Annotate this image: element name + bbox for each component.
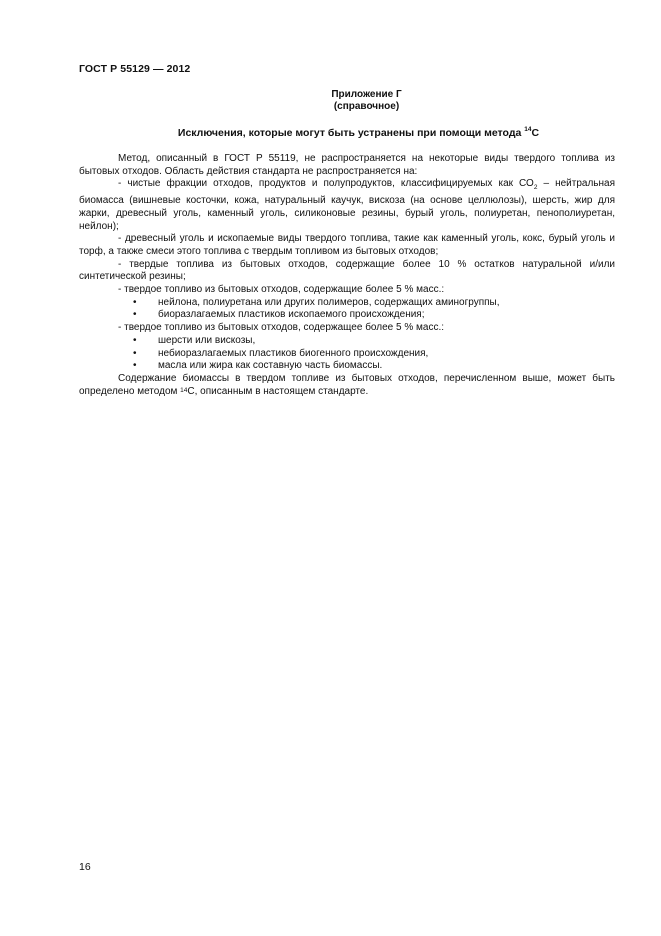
bullet-icon: • [133,296,137,308]
section-title [0,127,661,139]
list-item [79,360,615,373]
list-item [79,309,615,322]
exclusion-item-1 [79,178,615,233]
section-title-suffix: С [531,127,540,139]
closing-paragraph-sup: 14 [180,386,188,394]
document-header: ГОСТ Р 55129 — 2012 [79,63,191,75]
exclusion-item-1-b: – нейтральная биомасса (вишневые косточки, кожа, натуральный каучук, вискоза (на основе целлюлозы), шерсть, жир для жарки, древесный уголь, каменный уголь, силиконовые резины, бурый уголь, полиуретан, пенополиуретан, нейлон); [79,178,615,232]
exclusion-item-5: - твердое топливо из бытовых отходов, содержащее более 5 % масс.: [118,322,445,334]
exclusion-item-4: - твердое топливо из бытовых отходов, содержащие более 5 % масс.: [118,284,445,296]
page-number: 16 [79,861,91,873]
section-title-text: Исключения, которые могут быть устранены при помощи метода [177,127,525,139]
bullet-icon: • [133,360,137,372]
list-item-text: масла или жира как составную часть биомассы. [158,360,383,372]
bullet-icon: • [133,347,137,359]
closing-paragraph [79,373,615,398]
appendix-subtitle: (справочное) [333,101,400,112]
bullet-list-2 [79,335,615,373]
exclusion-item-1-a: - чистые фракции отходов, продуктов и полупродуктов, классифицируемых как СО [118,178,534,190]
list-item [79,297,615,310]
list-item-text: нейлона, полиуретана или других полимеров, содержащих аминогруппы, [158,296,500,308]
list-item-text: небиоразлагаемых пластиков биогенного происхождения, [158,347,429,359]
list-item [79,348,615,361]
exclusion-item-1-sub: 2 [533,184,538,192]
exclusion-item-3: - твердые топлива из бытовых отходов, содержащие более 10 % остатков натуральной и/или синтетической резины; [79,258,615,283]
bullet-icon: • [133,309,137,321]
section-title-sup: 14 [524,126,532,133]
document-body [79,153,615,398]
exclusion-item-2: - древесный уголь и ископаемые виды твердого топлива, такие как каменный уголь, кокс, бурый уголь и торф, а также смеси этого топлива с твердым топливом из бытовых отходов; [79,233,615,257]
bullet-icon: • [133,334,137,346]
list-item-text: биоразлагаемых пластиков ископаемого происхождения; [158,309,425,321]
list-item-text: шерсти или вискозы, [158,334,256,346]
list-item [79,335,615,348]
closing-paragraph-a: Содержание биомассы в твердом топливе из бытовых отходов, перечисленном выше, может быть определено методом [79,372,615,397]
intro-paragraph: Метод, описанный в ГОСТ Р 55119, не распространяется на некоторые виды твердого топлива из бытовых отходов. Область действия стандарта не распространяется на: [79,153,615,177]
bullet-list-1 [79,297,615,322]
appendix-title: Приложение Г [331,89,402,100]
closing-paragraph-b: С, описанным в настоящем стандарте. [187,385,369,397]
